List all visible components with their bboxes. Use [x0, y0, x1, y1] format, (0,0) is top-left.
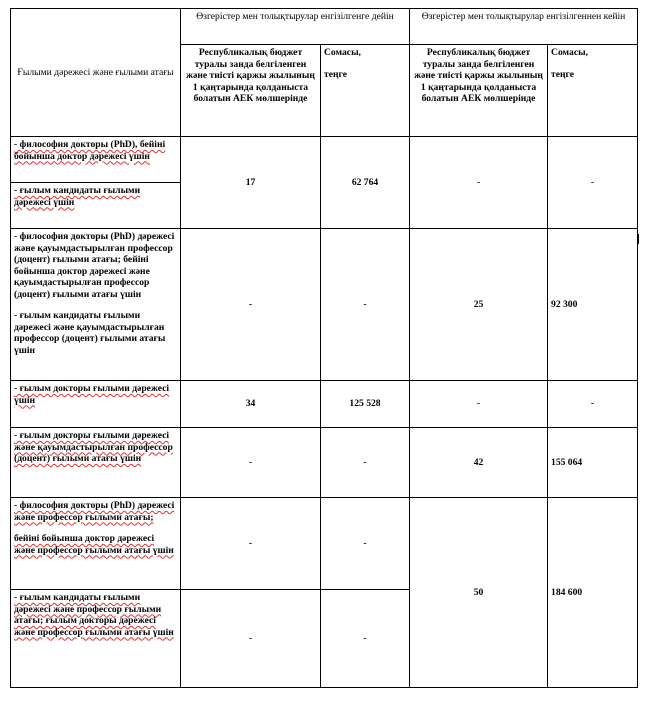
cell-before-aek: 34: [181, 381, 321, 428]
sub-header-aek-after: Республикалық бюджет туралы занда белгіленген және тиісті қаржы жылының 1 қаңтарында қолданыста болатын АЕК мөлшерінде: [410, 45, 548, 137]
cell-after-aek: 50: [410, 498, 548, 688]
cell-after-sum: 92 300: [548, 229, 638, 381]
table-row: [11, 381, 638, 428]
col-header-degree: Ғылыми дәрежесі және ғылыми атағы: [11, 9, 181, 137]
cell-before-sum: -: [321, 498, 410, 590]
row-label: - философия докторы (PhD) дәрежесі және профессор ғылыми атағы; бейіні бойынша доктор дәрежесі және профессор ғылыми атағы үшін: [11, 498, 181, 590]
salary-table: [10, 8, 638, 688]
row-label: - философия докторы (PhD), бейіні бойынша доктор дәрежесі үшін: [11, 137, 181, 183]
cell-after-sum: -: [548, 137, 638, 229]
table-row: [11, 498, 638, 590]
cell-before-sum: 125 528: [321, 381, 410, 428]
cell-after-aek: 42: [410, 428, 548, 498]
row-label: - ғылым кандидаты ғылыми дәрежесі және профессор ғылыми атағы; ғылым докторы дәрежесі және профессор ғылыми атағы үшін: [11, 590, 181, 688]
sub-header-sum-before: Сомасы, теңге: [321, 45, 410, 137]
cell-before-sum: 62 764: [321, 137, 410, 229]
cell-before-aek: -: [181, 590, 321, 688]
cell-before-sum: -: [321, 590, 410, 688]
table-row: [11, 229, 638, 381]
col-group-before: Өзгерістер мен толықтырулар енгізілгенге дейін: [181, 9, 410, 45]
row-label: - ғылым кандидаты ғылыми дәрежесі үшін: [11, 183, 181, 229]
col-group-after: Өзгерістер мен толықтырулар енгізілгеннен кейін: [410, 9, 638, 45]
sub-header-aek-before: Республикалық бюджет туралы занда белгіленген және тиісті қаржы жылының 1 қаңтарында қолданыста болатын АЕК мөлшерінде: [181, 45, 321, 137]
row-label: - ғылым докторы ғылыми дәрежесі және қауымдастырылған профессор (доцент) ғылыми атағы үшін: [11, 428, 181, 498]
cell-after-aek: -: [410, 137, 548, 229]
cell-after-aek: -: [410, 381, 548, 428]
cell-before-aek: -: [181, 498, 321, 590]
cell-after-sum: -: [548, 381, 638, 428]
cell-after-sum: 184 600: [548, 498, 638, 688]
row-label: - философия докторы (PhD) дәрежесі және қауымдастырылған профессор (доцент) ғылыми атағы; бейіні бойынша доктор дәрежесі және қауымдастырылған профессор (доцент) ғылыми атағы үшін - ғылым кандидаты ғылыми дәрежесі және қауымдастырылған профессор (доцент) ғылыми атағы үшін: [11, 229, 181, 381]
cell-before-sum: -: [321, 229, 410, 381]
cell-after-aek: 25: [410, 229, 548, 381]
cell-before-aek: 17: [181, 137, 321, 229]
row-label: - ғылым докторы ғылыми дәрежесі үшін: [11, 381, 181, 428]
cell-after-sum: 155 064: [548, 428, 638, 498]
text-cursor: [638, 234, 639, 244]
table-row: [11, 137, 638, 183]
cell-before-aek: -: [181, 229, 321, 381]
table-row: [11, 428, 638, 498]
sub-header-sum-after: Сомасы, теңге: [548, 45, 638, 137]
cell-before-sum: -: [321, 428, 410, 498]
cell-before-aek: -: [181, 428, 321, 498]
